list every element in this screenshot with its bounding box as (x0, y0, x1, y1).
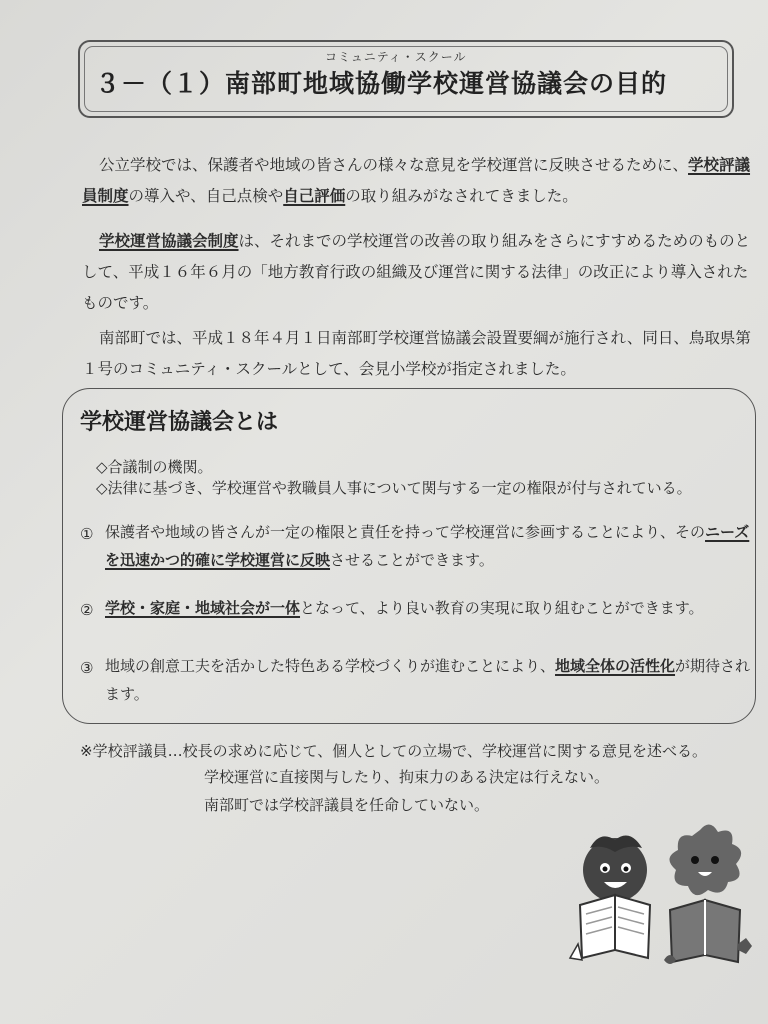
intro-paragraph-2: 学校運営協議会制度は、それまでの学校運営の改善の取り組みをさらにすすめるためのものとして、平成１６年６月の「地方教育行政の組織及び運営に関する法律」の改正により導入されたものです。 (82, 232, 751, 312)
underlined-term: 学校運営協議会制度 (99, 232, 239, 250)
underlined-term: 学校評議員制度 (82, 156, 751, 205)
intro-paragraph-1: 公立学校では、保護者や地域の皆さんの様々な意見を学校運営に反映させるために、学校評議員制度の導入や、自己点検や自己評価の取り組みがなされてきました。 (82, 156, 751, 205)
footnote-line-1: ※学校評議員…校長の求めに応じて、個人としての立場で、学校運営に関する意見を述べる。 (80, 742, 707, 760)
persimmon-mascot (580, 836, 650, 959)
box-line-1: ◇合議制の機関。 (96, 458, 213, 476)
footnote-line-3: 南部町では学校評議員を任命していない。 (204, 796, 490, 814)
flower-mascot (669, 824, 741, 962)
leaf-icon (570, 944, 582, 960)
list-item: 保護者や地域の皆さんが一定の権限と責任を持って学校運営に参画することにより、そのニーズを迅速かつ的確に学校運営に反映させることができます。 (105, 523, 750, 569)
mascot-illustration (560, 810, 760, 980)
leaf-icon (738, 938, 752, 954)
underlined-term: 自己評価 (283, 187, 346, 205)
footnote-line-2: 学校運営に直接関与したり、拘束力のある決定は行えない。 (204, 768, 610, 786)
underlined-term: 地域全体の活性化 (555, 657, 676, 675)
underlined-term: 学校・家庭・地域社会が一体 (105, 599, 301, 617)
item-number: ① (80, 525, 94, 543)
list-item: 学校・家庭・地域社会が一体となって、より良い教育の実現に取り組むことができます。 (105, 599, 704, 617)
box-line-2: ◇法律に基づき、学校運営や教職員人事について関与する一定の権限が付与されている。 (96, 479, 692, 497)
list-item: 地域の創意工夫を活かした特色ある学校づくりが進むことにより、地域全体の活性化が期待されます。 (105, 657, 751, 703)
title-ruby: コミュニティ・スクール (325, 50, 467, 64)
intro-paragraph-3: 南部町では、平成１８年４月１日南部町学校運営協議会設置要綱が施行され、同日、鳥取県第１号のコミュニティ・スクールとして、会見小学校が指定されました。 (82, 329, 751, 378)
page-title: ３－（１）南部町地域協働学校運営協議会の目的 (95, 69, 668, 98)
item-number: ③ (80, 659, 94, 677)
underlined-term: ニーズを迅速かつ的確に学校運営に反映 (105, 523, 750, 569)
info-box-title: 学校運営協議会とは (80, 410, 279, 435)
item-number: ② (80, 601, 94, 619)
